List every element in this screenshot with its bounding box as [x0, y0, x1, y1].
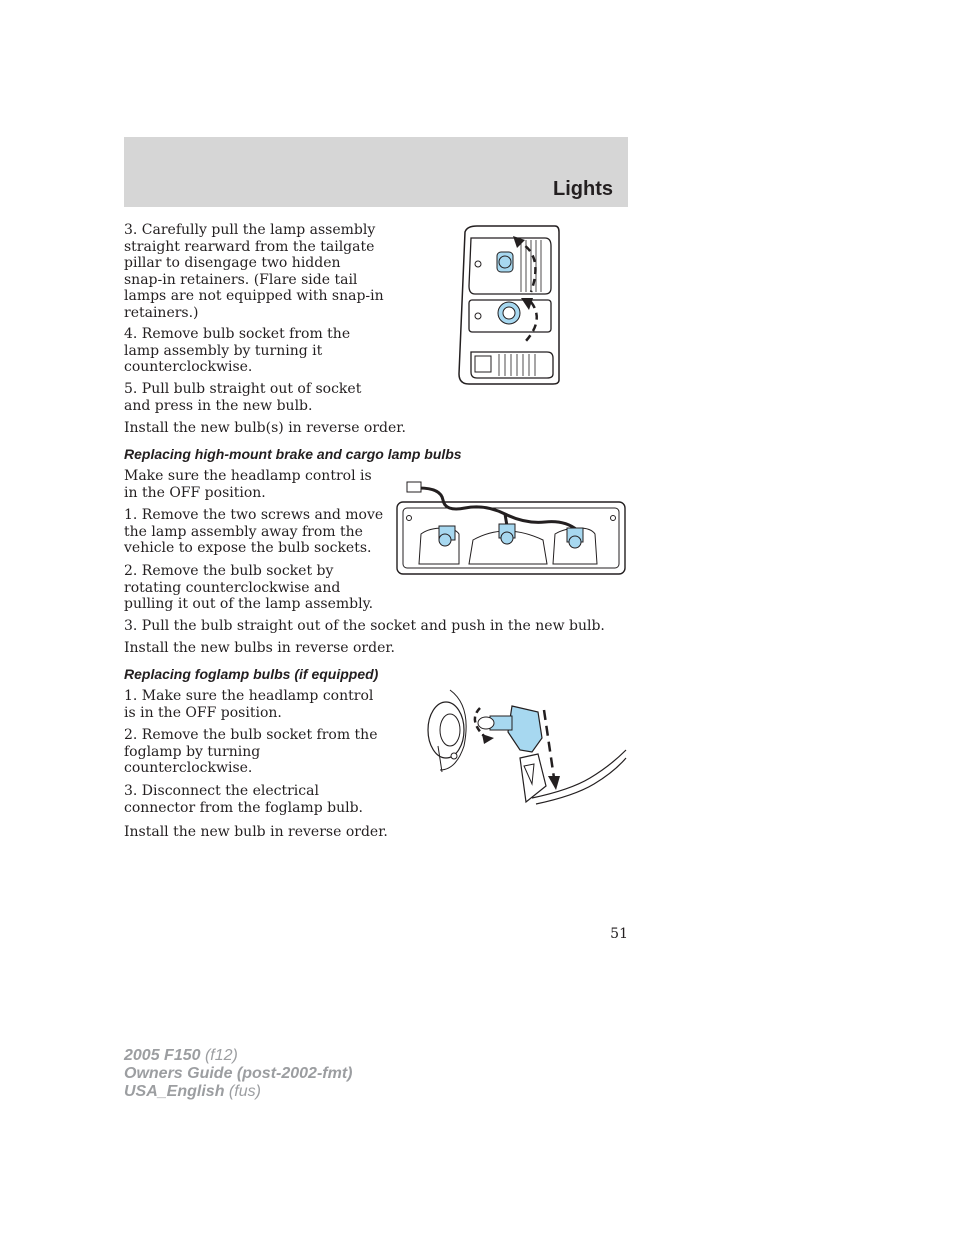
page-number: 51 — [610, 926, 628, 942]
highmount-step-3: 3. Pull the bulb straight out of the socket and push in the new bulb. — [124, 618, 605, 634]
highmount-step-1: 1. Remove the two screws and move the lamp assembly away from the vehicle to expose the bulb sockets. — [124, 507, 384, 557]
foglamp-install-note: Install the new bulb in reverse order. — [124, 824, 388, 840]
footer-language-code: (fus) — [224, 1083, 261, 1100]
document-footer — [124, 1047, 352, 1101]
footer-guide: Owners Guide (post-2002-fmt) — [124, 1065, 353, 1082]
highmount-step-2: 2. Remove the bulb socket by rotating counterclockwise and pulling it out of the lamp assembly. — [124, 563, 374, 613]
tail-lamp-illustration — [455, 224, 565, 388]
tail-step-5: 5. Pull bulb straight out of socket and press in the new bulb. — [124, 381, 362, 414]
section-title: Lights — [553, 178, 613, 200]
tail-install-note: Install the new bulb(s) in reverse order. — [124, 420, 406, 436]
footer-model: 2005 F150 — [124, 1047, 201, 1064]
foglamp-step-1: 1. Make sure the headlamp control is in the OFF position. — [124, 688, 374, 721]
tail-step-4: 4. Remove bulb socket from the lamp assembly by turning it counterclockwise. — [124, 326, 351, 376]
highmount-lamp-illustration — [395, 478, 627, 576]
foglamp-step-3: 3. Disconnect the electrical connector from the foglamp bulb. — [124, 783, 363, 816]
highmount-install-note: Install the new bulbs in reverse order. — [124, 640, 395, 656]
highmount-intro: Make sure the headlamp control is in the OFF position. — [124, 468, 372, 501]
footer-model-code: (f12) — [200, 1047, 238, 1064]
foglamp-step-2: 2. Remove the bulb socket from the foglamp by turning counterclockwise. — [124, 727, 378, 777]
highmount-heading: Replacing high-mount brake and cargo lamp bulbs — [124, 446, 462, 462]
footer-language: USA_English — [124, 1083, 225, 1100]
foglamp-heading: Replacing foglamp bulbs (if equipped) — [124, 666, 379, 682]
section-header-band — [124, 137, 628, 207]
foglamp-illustration — [420, 686, 628, 810]
tail-step-3: 3. Carefully pull the lamp assembly straight rearward from the tailgate pillar to disengage two hidden snap-in retainers. (Flare side tail lamps are not equipped with snap-in retainers.) — [124, 222, 384, 321]
